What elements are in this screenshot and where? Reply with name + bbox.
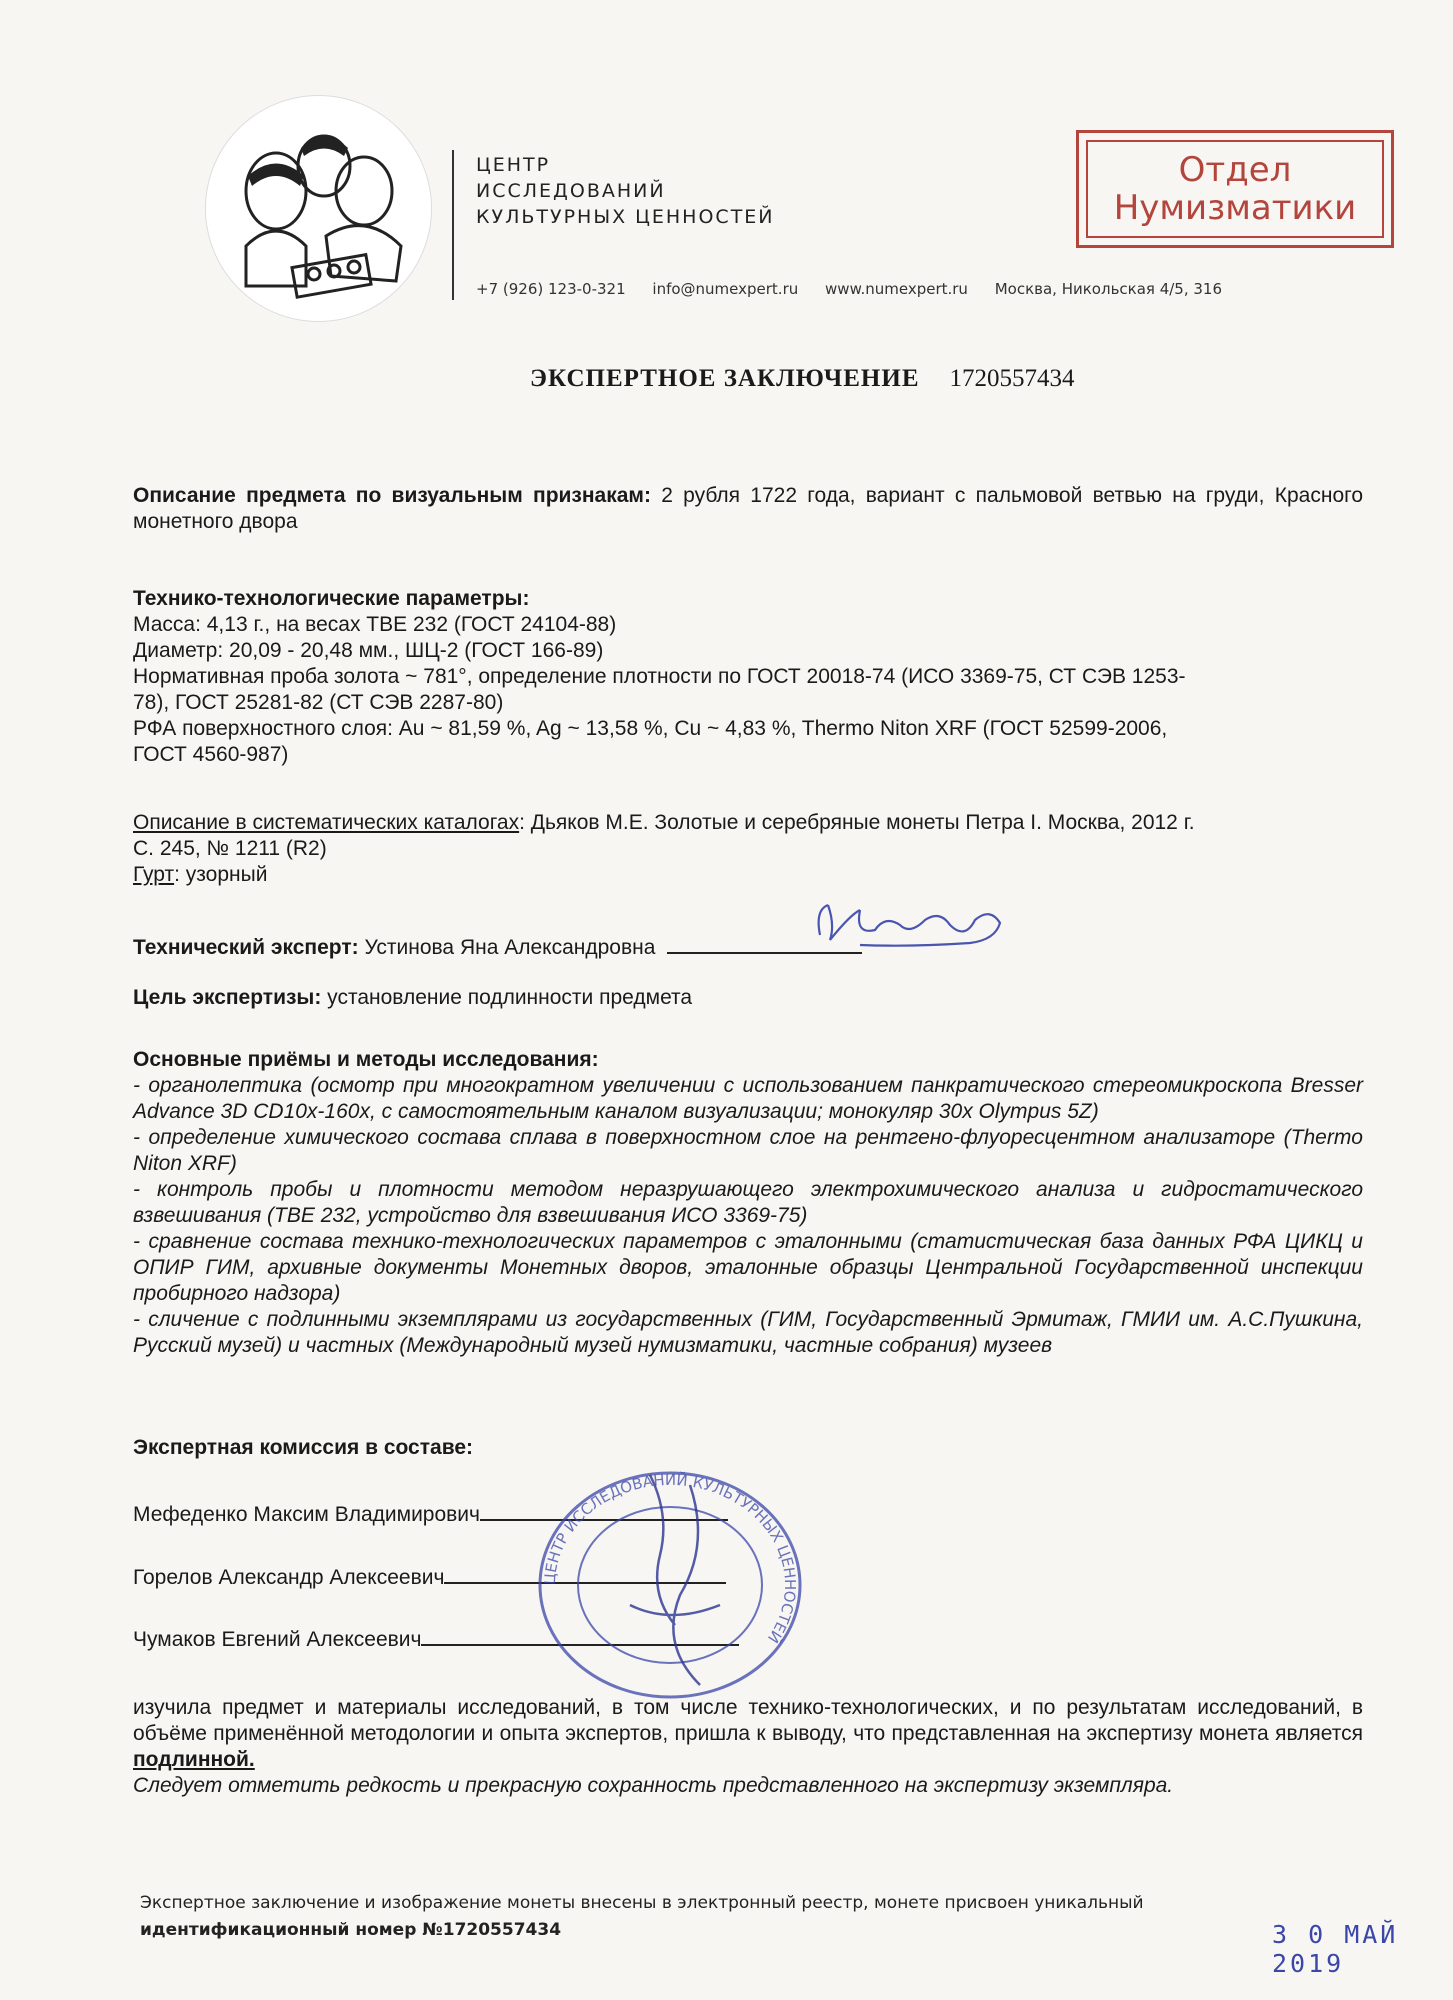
commission-member-name: Мефеденко Максим Владимирович: [133, 1503, 480, 1526]
catalog-label: Описание в систематических каталогах: [133, 811, 520, 834]
email: info@numexpert.ru: [652, 280, 799, 298]
stamp-line-1: Отдел: [1178, 150, 1292, 190]
catalog-text-2: С. 245, № 1211 (R2): [133, 837, 327, 860]
experts-illustration-icon: [206, 96, 431, 321]
tech-expert-label: Технический эксперт:: [133, 936, 359, 959]
org-name-line-3: КУЛЬТУРНЫХ ЦЕННОСТЕЙ: [476, 206, 775, 228]
registry-id: идентификационный номер №1720557434: [140, 1920, 562, 1940]
date-stamp: 3 0 МАЙ 2019: [1272, 1920, 1399, 1978]
website: www.numexpert.ru: [825, 280, 968, 298]
conclusion-number: 1720557434: [949, 365, 1075, 392]
registry-text: Экспертное заключение и изображение монеты внесены в электронный реестр, монете присвоен уникальный: [140, 1893, 1144, 1913]
params-heading: Технико-технологические параметры:: [133, 587, 530, 610]
param-mass: Масса: 4,13 г., на весах ТВЕ 232 (ГОСТ 24104-88): [133, 613, 617, 636]
edge-label: Гурт: [133, 863, 175, 886]
commission-member-name: Чумаков Евгений Алексеевич: [133, 1628, 422, 1651]
methods-heading: Основные приёмы и методы исследования:: [133, 1048, 599, 1071]
catalog-description: [133, 810, 1363, 888]
method-item: - определение химического состава сплава в поверхностном слое на рентгено-флуоресцентном анализаторе (Thermo Niton XRF): [133, 1126, 1363, 1175]
conclusion: [133, 1695, 1363, 1799]
conclusion-note: Следует отметить редкость и прекрасную сохранность представленного на экспертизу экземпляра.: [133, 1774, 1174, 1797]
technical-parameters: [133, 586, 1363, 768]
organization-seal: [500, 1455, 840, 1715]
header-divider: [452, 150, 454, 300]
technical-expert: [133, 928, 1363, 961]
verdict: подлинной.: [133, 1748, 255, 1771]
address: Москва, Никольская 4/5, 316: [994, 280, 1223, 298]
org-name: [476, 152, 775, 230]
commission-member-name: Горелов Александр Алексеевич: [133, 1566, 445, 1589]
commission-heading: Экспертная комиссия в составе:: [133, 1436, 474, 1459]
seal-ring-text: ЦЕНТР ИССЛЕДОВАНИЙ КУЛЬТУРНЫХ ЦЕННОСТЕЙ: [540, 1470, 800, 1647]
stamp-line-2: Нумизматики: [1113, 188, 1357, 228]
org-name-line-1: ЦЕНТР: [476, 154, 551, 176]
goal-text: установление подлинности предмета: [321, 986, 693, 1009]
contacts: [476, 280, 1244, 298]
expertise-goal: [133, 985, 1363, 1011]
item-description: [133, 483, 1363, 535]
param-diameter: Диаметр: 20,09 - 20,48 мм., ШЦ-2 (ГОСТ 166-89): [133, 639, 604, 662]
org-name-line-2: ИССЛЕДОВАНИЙ: [476, 180, 666, 202]
description-text: 2 рубля 1722 года, вариант с пальмовой ветвью на груди, Красного монетного двора: [133, 484, 1363, 533]
title-label: ЭКСПЕРТНОЕ ЗАКЛЮЧЕНИЕ: [530, 365, 920, 392]
department-stamp: [1076, 130, 1394, 248]
goal-label: Цель экспертизы:: [133, 986, 322, 1009]
method-item: - сравнение состава технико-технологических параметров с эталонными (статистическая база данных РФА ЦИКЦ и ОПИР ГИМ, архивные документы Монетных дворов, эталонные образцы Центральной Государственной инспекции пробирного надзора): [133, 1230, 1363, 1305]
document-title: [530, 365, 1075, 393]
method-item: - сличение с подлинными экземплярами из государственных (ГИМ, Государственный Эрмитаж, ГМИИ им. А.С.Пушкина, Русский музей) и частных (Международный музей нумизматики, частные собрания) музеев: [133, 1308, 1363, 1357]
phone: +7 (926) 123-0-321: [476, 280, 626, 298]
org-logo: [205, 95, 432, 322]
param-xrf-cont: ГОСТ 4560-987): [133, 743, 289, 766]
param-fineness: Нормативная проба золота ~ 781°, определение плотности по ГОСТ 20018-74 (ИСО 3369-75, СТ СЭВ 1253-: [133, 665, 1186, 688]
param-fineness-cont: 78), ГОСТ 25281-82 (СТ СЭВ 2287-80): [133, 691, 504, 714]
registry-footer: [140, 1890, 1370, 1944]
method-item: - контроль пробы и плотности методом неразрушающего электрохимического анализа и гидростатического взвешивания (ТВЕ 232, устройство для взвешивания ИСО 3369-75): [133, 1178, 1363, 1227]
conclusion-text: изучила предмет и материалы исследований, в том числе технико-технологических, и по результатам исследований, в объёме применённой методологии и опыта экспертов, пришла к выводу, что представленная на экспертизу монета является: [133, 1696, 1363, 1745]
edge-text: : узорный: [174, 863, 268, 886]
tech-expert-name: Устинова Яна Александровна: [358, 936, 656, 959]
param-xrf: РФА поверхностного слоя: Au ~ 81,59 %, Ag ~ 13,58 %, Cu ~ 4,83 %, Thermo Niton XRF (ГОСТ 52599-2006,: [133, 717, 1168, 740]
method-item: - органолептика (осмотр при многократном увеличении с использованием панкратического стереомикроскопа Bresser Advance 3D CD10x-160x, с самостоятельным каналом визуализации; монокуляр 30x Olympus 5Z): [133, 1074, 1363, 1123]
tech-expert-signature: [800, 895, 1010, 955]
catalog-text: : Дьяков М.Е. Золотые и серебряные монеты Петра I. Москва, 2012 г.: [519, 811, 1195, 834]
methods: [133, 1047, 1363, 1359]
description-label: Описание предмета по визуальным признакам:: [133, 484, 651, 507]
